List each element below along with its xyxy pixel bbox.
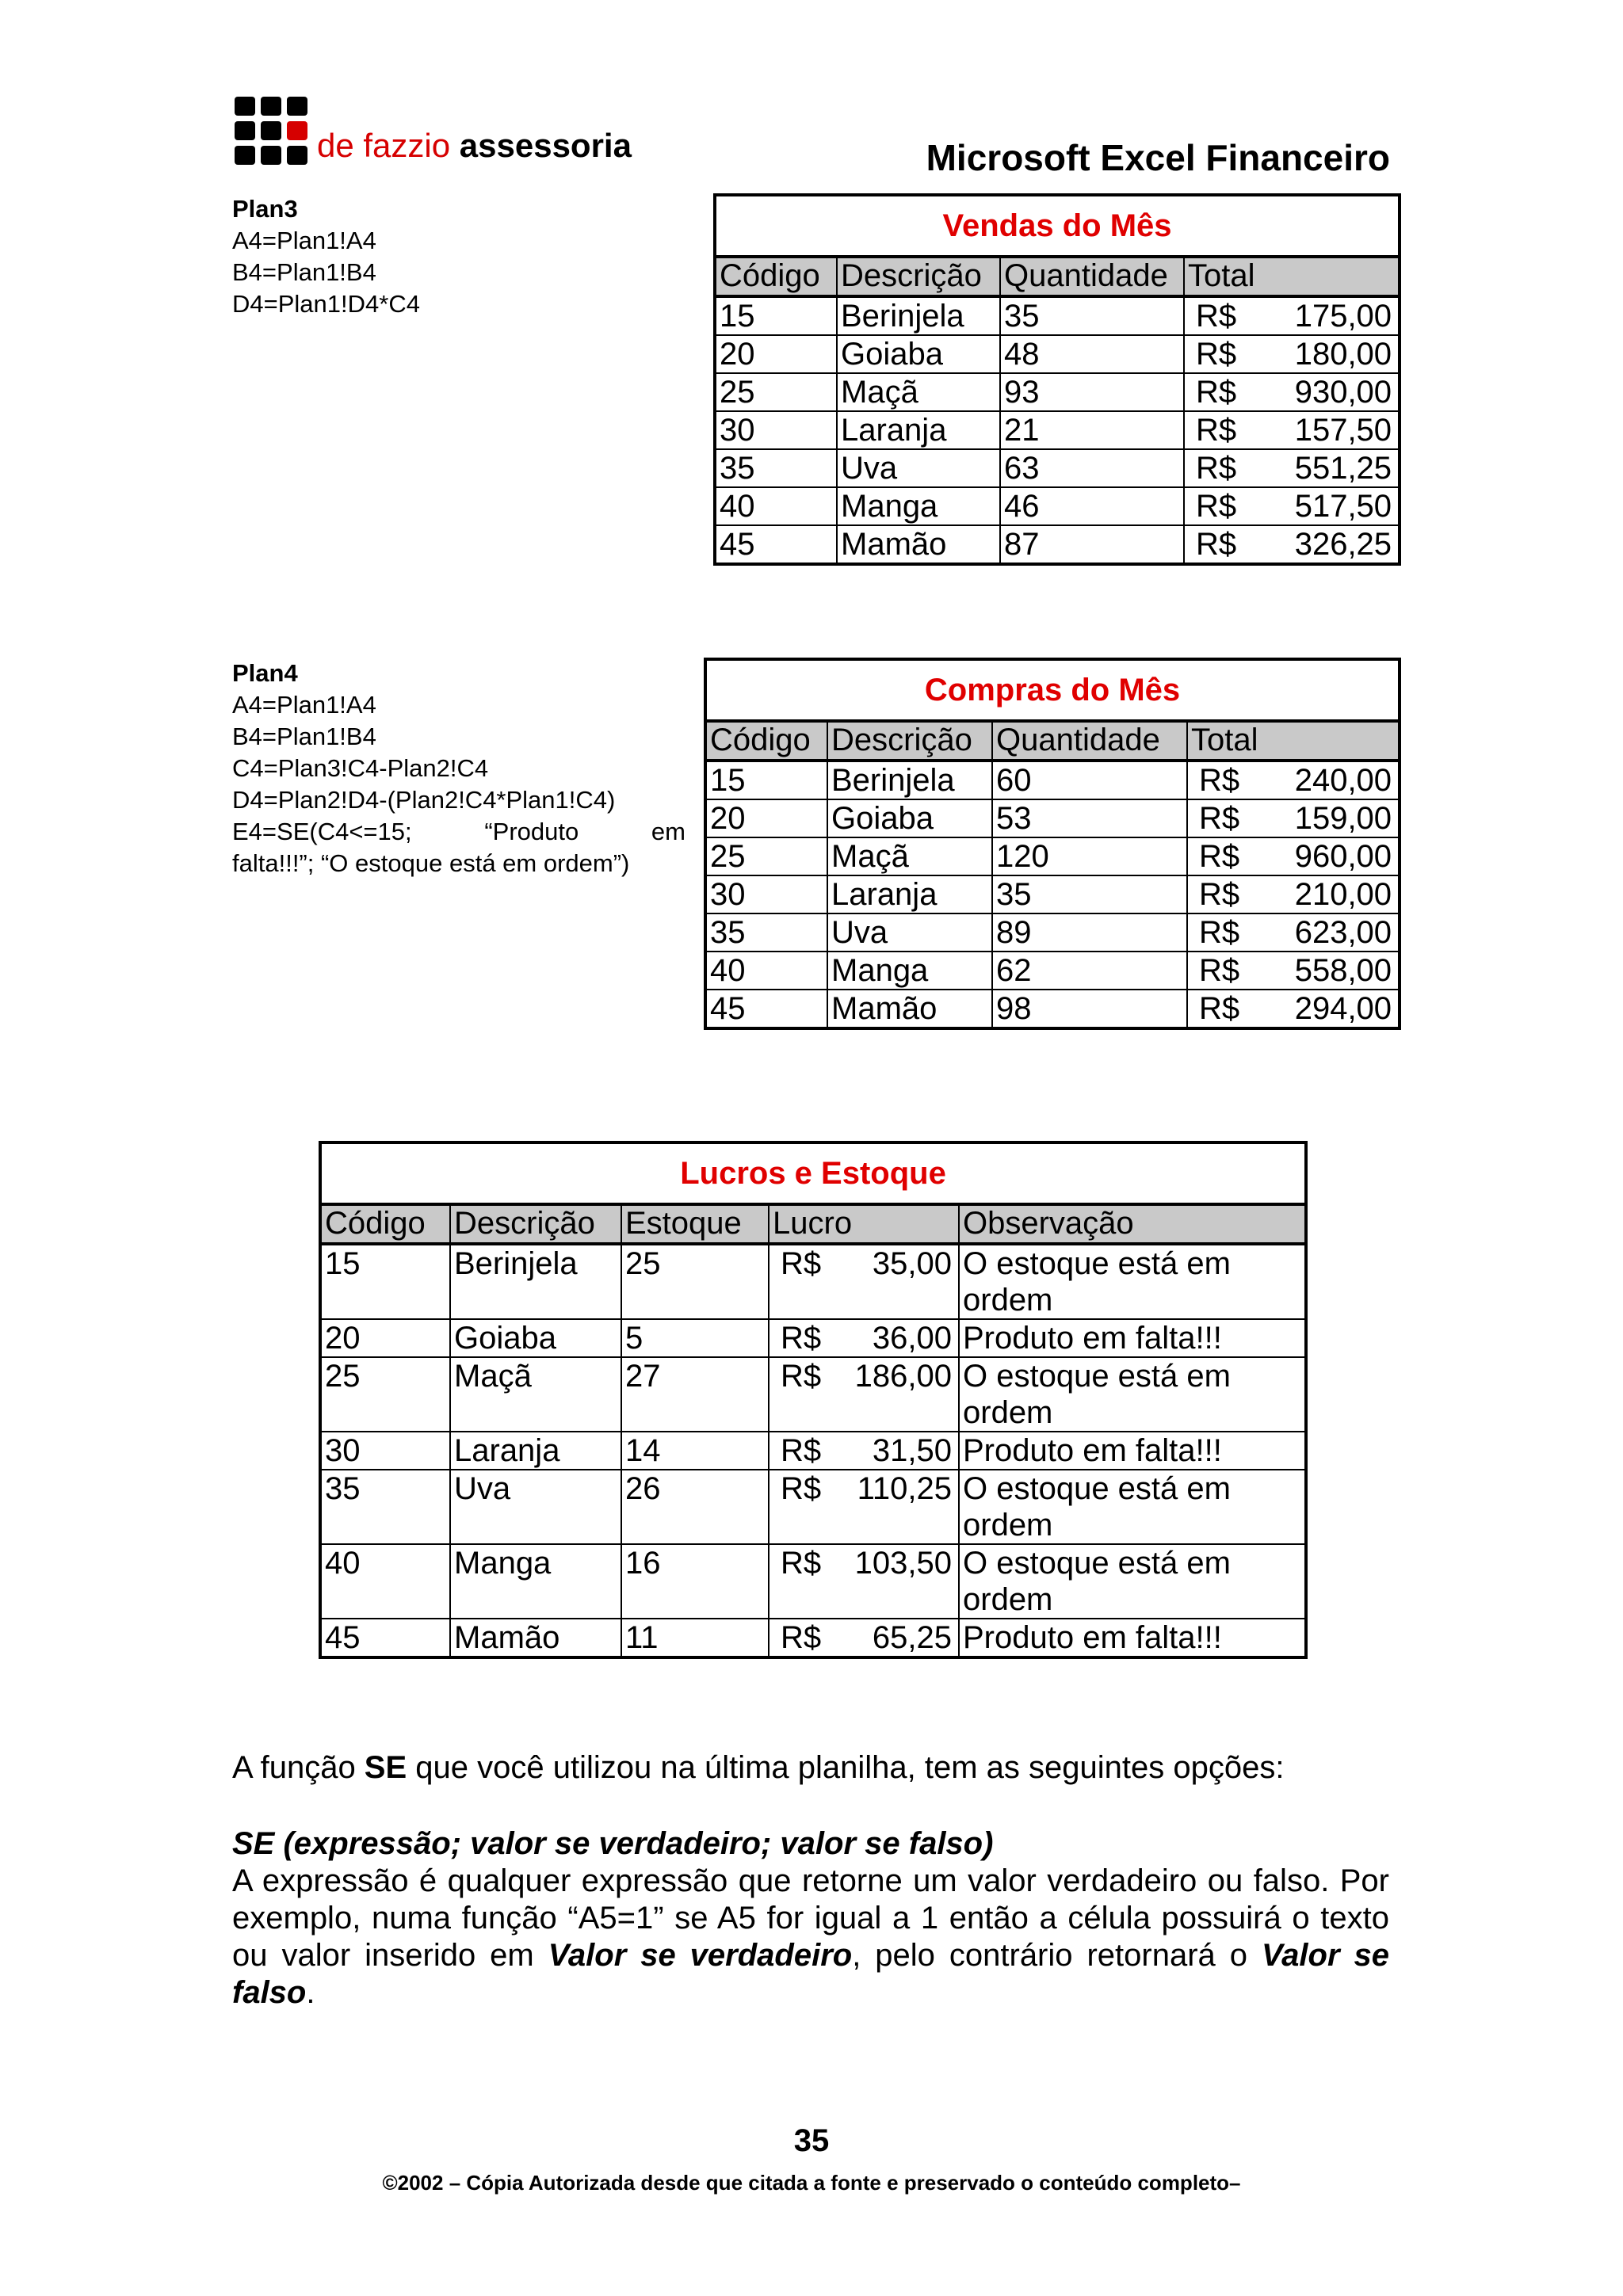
descricao-cell: Laranja [837,411,1000,449]
quantidade-cell: 87 [1000,525,1184,564]
codigo-cell: 25 [715,373,837,411]
table-row [320,1319,1306,1357]
codigo-cell: 30 [320,1432,450,1470]
descricao-cell: Goiaba [450,1319,621,1357]
observacao-cell: Produto em falta!!! [959,1319,1306,1357]
money-cell [1184,296,1400,335]
plan3-line: A4=Plan1!A4 [232,227,376,254]
observacao-cell: Produto em falta!!! [959,1619,1306,1657]
intro-text: A função [232,1750,365,1785]
column-header: Quantidade [992,721,1187,761]
currency-symbol: R$ [781,1359,822,1394]
column-header: Total [1187,721,1400,761]
explanation-text: . [306,1975,315,2010]
table-row [320,1470,1306,1544]
money-cell [769,1432,959,1470]
amount: 186,00 [854,1359,952,1394]
table-row [320,1544,1306,1619]
descricao-cell: Mamão [837,525,1000,564]
codigo-cell: 40 [715,487,837,525]
quantidade-cell: 46 [1000,487,1184,525]
codigo-cell: 15 [320,1244,450,1319]
amount: 623,00 [1294,915,1392,950]
observacao-cell: O estoque está em ordem [959,1244,1306,1319]
column-header: Quantidade [1000,257,1184,296]
copyright-footer: ©2002 – Cópia Autorizada desde que citada a fonte e preservado o conteúdo completo– [382,2171,1241,2195]
table-row [715,335,1400,373]
currency-symbol: R$ [1196,451,1237,486]
descricao-cell: Laranja [827,875,992,913]
column-header: Lucro [769,1204,959,1244]
column-header: Código [705,721,827,761]
quantidade-cell: 35 [992,875,1187,913]
column-header: Total [1184,257,1400,296]
amount: 930,00 [1294,375,1392,410]
intro-bold-se: SE [364,1750,407,1785]
quantidade-cell: 63 [1000,449,1184,487]
descricao-cell: Berinjela [837,296,1000,335]
money-cell [769,1319,959,1357]
money-cell [769,1244,959,1319]
logo-text-light: de fazzio [317,127,451,164]
money-cell [1187,913,1400,952]
currency-symbol: R$ [781,1321,822,1356]
amount: 157,50 [1294,413,1392,448]
amount: 31,50 [872,1433,952,1468]
descricao-cell: Berinjela [827,761,992,799]
codigo-cell: 25 [320,1357,450,1432]
compras-table [704,658,1401,1030]
column-header: Descrição [450,1204,621,1244]
currency-symbol: R$ [1196,489,1237,524]
plan4-line: C4=Plan3!C4-Plan2!C4 [232,754,489,782]
table-row [320,1244,1306,1319]
descricao-cell: Maçã [827,837,992,875]
amount: 180,00 [1294,337,1392,372]
table-row [715,373,1400,411]
amount: 110,25 [857,1471,952,1506]
descricao-cell: Manga [827,952,992,990]
plan4-line: A4=Plan1!A4 [232,691,376,719]
currency-symbol: R$ [781,1620,822,1655]
codigo-cell: 30 [705,875,827,913]
amount: 551,25 [1294,451,1392,486]
codigo-cell: 15 [715,296,837,335]
currency-symbol: R$ [1199,953,1240,988]
document-title: Microsoft Excel Financeiro [926,137,1390,178]
amount: 240,00 [1294,763,1392,798]
quantidade-cell: 98 [992,990,1187,1028]
explanation-text: A expressão é qualquer expressão que retorne um valor verdadeiro ou falso. Por exemplo, numa função “A5=1” se A5 for igual a 1 então a célula possuirá o texto ou valor inserido em [232,1863,1389,1973]
money-cell [1184,525,1400,564]
currency-symbol: R$ [1196,375,1237,410]
valor-verdadeiro: Valor se verdadeiro [548,1938,853,1973]
codigo-cell: 25 [705,837,827,875]
quantidade-cell: 21 [1000,411,1184,449]
descricao-cell: Goiaba [827,799,992,837]
currency-symbol: R$ [781,1546,822,1581]
table-row [705,761,1400,799]
table-row [715,411,1400,449]
quantidade-cell: 53 [992,799,1187,837]
estoque-cell: 11 [621,1619,769,1657]
amount: 103,50 [854,1546,952,1581]
currency-symbol: R$ [1196,527,1237,562]
codigo-cell: 40 [705,952,827,990]
estoque-cell: 5 [621,1319,769,1357]
money-cell [1187,952,1400,990]
observacao-cell: Produto em falta!!! [959,1432,1306,1470]
valor-falso: Valor se falso [232,1938,1389,2010]
column-header: Código [715,257,837,296]
money-cell [769,1544,959,1619]
descricao-cell: Berinjela [450,1244,621,1319]
money-cell [1184,373,1400,411]
column-header: Estoque [621,1204,769,1244]
codigo-cell: 30 [715,411,837,449]
quantidade-cell: 48 [1000,335,1184,373]
table-row [705,990,1400,1028]
currency-symbol: R$ [1199,991,1240,1026]
amount: 558,00 [1294,953,1392,988]
descricao-cell: Uva [827,913,992,952]
amount: 175,00 [1294,299,1392,334]
compras-title: Compras do Mês [705,659,1400,721]
logo-text [317,127,632,165]
currency-symbol: R$ [781,1433,822,1468]
amount: 960,00 [1294,839,1392,874]
codigo-cell: 40 [320,1544,450,1619]
money-cell [1187,875,1400,913]
money-cell [1187,990,1400,1028]
syntax-paragraph [232,1825,1389,2012]
plan4-e4-line: E4=SE(C4<=15; “Produto em [232,818,685,845]
codigo-cell: 45 [705,990,827,1028]
plan4-line: D4=Plan2!D4-(Plan2!C4*Plan1!C4) [232,786,616,814]
estoque-cell: 14 [621,1432,769,1470]
codigo-cell: 35 [320,1470,450,1544]
codigo-cell: 20 [705,799,827,837]
syntax-line: SE (expressão; valor se verdadeiro; valor se falso) [232,1826,994,1861]
currency-symbol: R$ [781,1246,822,1281]
table-row [320,1619,1306,1657]
descricao-cell: Laranja [450,1432,621,1470]
money-cell [769,1470,959,1544]
lucros-title: Lucros e Estoque [320,1142,1306,1204]
currency-symbol: R$ [1196,337,1237,372]
logo-mark-icon [235,97,307,165]
money-cell [1187,761,1400,799]
quantidade-cell: 35 [1000,296,1184,335]
codigo-cell: 20 [715,335,837,373]
amount: 36,00 [872,1321,952,1356]
currency-symbol: R$ [1196,299,1237,334]
estoque-cell: 26 [621,1470,769,1544]
observacao-cell: O estoque está em ordem [959,1357,1306,1432]
table-row [715,525,1400,564]
amount: 35,00 [872,1246,952,1281]
codigo-cell: 15 [705,761,827,799]
page-number: 35 [793,2123,830,2158]
quantidade-cell: 120 [992,837,1187,875]
column-header: Descrição [827,721,992,761]
estoque-cell: 27 [621,1357,769,1432]
currency-symbol: R$ [1199,915,1240,950]
money-cell [1184,449,1400,487]
table-row [705,952,1400,990]
money-cell [769,1619,959,1657]
plan4-title: Plan4 [232,659,298,687]
column-header: Observação [959,1204,1306,1244]
table-row [320,1357,1306,1432]
descricao-cell: Mamão [450,1619,621,1657]
currency-symbol: R$ [1199,801,1240,836]
table-row [320,1432,1306,1470]
table-row [715,296,1400,335]
money-cell [769,1357,959,1432]
codigo-cell: 35 [705,913,827,952]
intro-paragraph [232,1749,1389,1787]
plan4-e4-line: falta!!!”; “O estoque está em ordem”) [232,849,630,877]
codigo-cell: 45 [715,525,837,564]
intro-text: que você utilizou na última planilha, tem as seguintes opções: [407,1750,1285,1785]
table-row [705,875,1400,913]
estoque-cell: 25 [621,1244,769,1319]
descricao-cell: Mamão [827,990,992,1028]
plan3-notes [232,193,676,320]
currency-symbol: R$ [1199,763,1240,798]
money-cell [1187,837,1400,875]
amount: 517,50 [1294,489,1392,524]
amount: 210,00 [1294,877,1392,912]
amount: 326,25 [1294,527,1392,562]
descricao-cell: Uva [450,1470,621,1544]
estoque-cell: 16 [621,1544,769,1619]
descricao-cell: Uva [837,449,1000,487]
table-row [705,913,1400,952]
quantidade-cell: 93 [1000,373,1184,411]
plan3-title: Plan3 [232,195,298,223]
currency-symbol: R$ [1199,877,1240,912]
table-row [705,799,1400,837]
descricao-cell: Maçã [450,1357,621,1432]
descricao-cell: Manga [837,487,1000,525]
money-cell [1187,799,1400,837]
column-header: Descrição [837,257,1000,296]
money-cell [1184,411,1400,449]
quantidade-cell: 89 [992,913,1187,952]
codigo-cell: 20 [320,1319,450,1357]
quantidade-cell: 60 [992,761,1187,799]
amount: 294,00 [1294,991,1392,1026]
lucros-table [319,1141,1308,1659]
currency-symbol: R$ [781,1471,822,1506]
codigo-cell: 45 [320,1619,450,1657]
currency-symbol: R$ [1196,413,1237,448]
money-cell [1184,487,1400,525]
observacao-cell: O estoque está em ordem [959,1544,1306,1619]
amount: 159,00 [1294,801,1392,836]
table-row [715,487,1400,525]
currency-symbol: R$ [1199,839,1240,874]
plan3-line: D4=Plan1!D4*C4 [232,290,420,318]
plan3-line: B4=Plan1!B4 [232,258,376,286]
quantidade-cell: 62 [992,952,1187,990]
plan4-line: B4=Plan1!B4 [232,723,376,750]
logo-text-bold: assessoria [459,127,632,164]
codigo-cell: 35 [715,449,837,487]
table-row [705,837,1400,875]
table-row [715,449,1400,487]
descricao-cell: Maçã [837,373,1000,411]
observacao-cell: O estoque está em ordem [959,1470,1306,1544]
vendas-title: Vendas do Mês [715,195,1400,257]
money-cell [1184,335,1400,373]
explanation-text: , pelo contrário retornará o [852,1938,1262,1973]
explanation-paragraph [232,1863,1389,2012]
vendas-table [713,193,1401,566]
column-header: Código [320,1204,450,1244]
descricao-cell: Manga [450,1544,621,1619]
plan4-notes [232,658,685,879]
amount: 65,25 [872,1620,952,1655]
descricao-cell: Goiaba [837,335,1000,373]
